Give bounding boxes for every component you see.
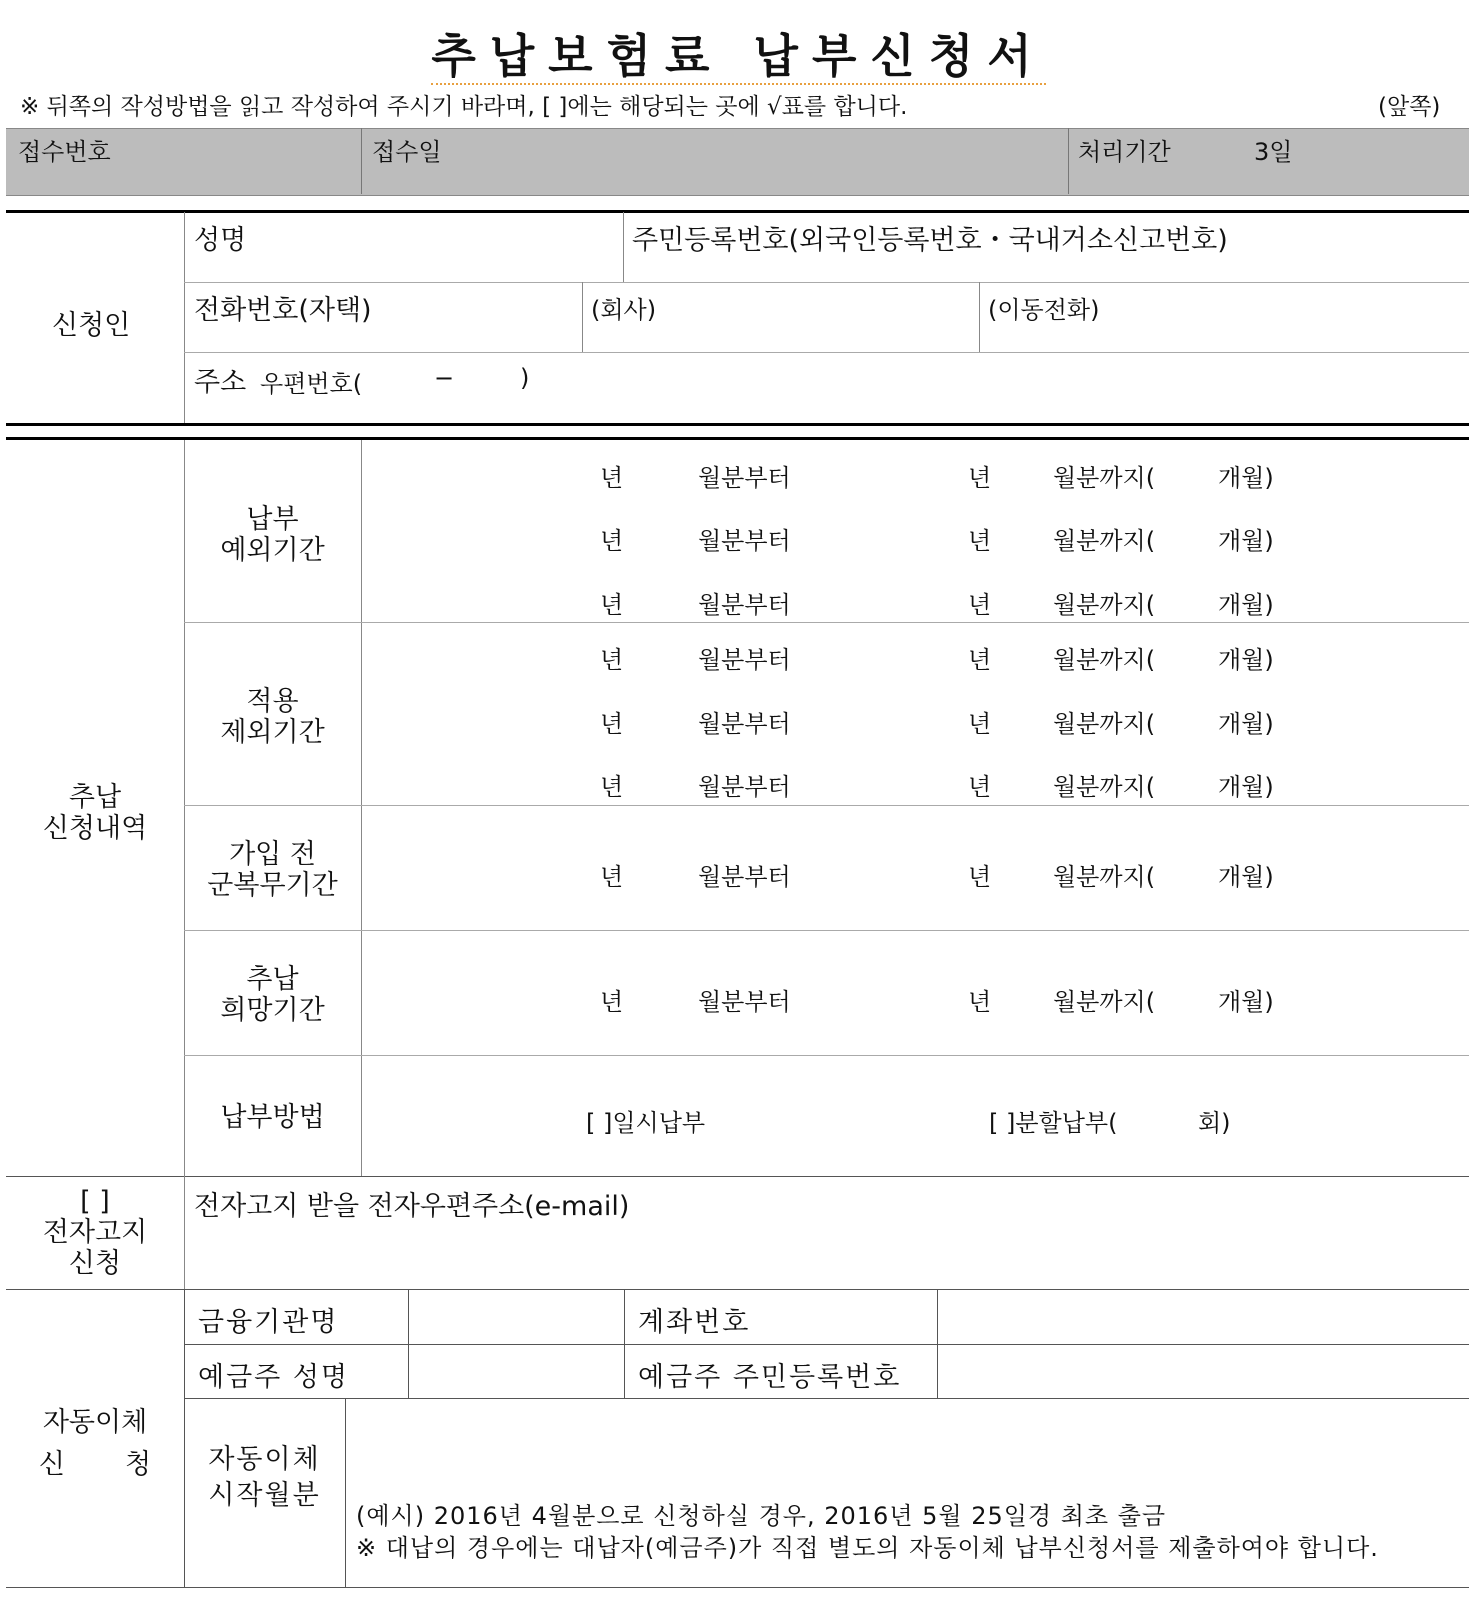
- from-year-label: 년: [600, 646, 624, 674]
- military-period-label: 가입 전 군복무기간: [207, 839, 338, 901]
- divider: [979, 282, 980, 352]
- row-line: [184, 352, 1469, 353]
- auto-transfer-section-label: 자동이체 신 청: [38, 1407, 152, 1480]
- row-line: [184, 282, 1469, 283]
- to-month-label: 월분까지(: [1053, 646, 1156, 674]
- lump-sum-checkbox[interactable]: [ ]일시납부: [586, 1109, 706, 1137]
- postcode-close: ): [520, 364, 530, 392]
- home-phone-field[interactable]: 전화번호(자택): [194, 295, 372, 326]
- months-count-label: 개월): [1218, 591, 1274, 619]
- to-year-label: 년: [968, 464, 992, 492]
- address-field[interactable]: 주소: [194, 367, 247, 398]
- name-field[interactable]: 성명: [194, 225, 247, 256]
- to-month-label: 월분까지(: [1053, 710, 1156, 738]
- divider: [184, 1289, 185, 1587]
- installment-checkbox[interactable]: [ ]분할납부(: [989, 1109, 1118, 1137]
- office-phone-field[interactable]: (회사): [591, 296, 657, 324]
- to-year-label: 년: [968, 863, 992, 891]
- months-count-label: 개월): [1218, 863, 1274, 891]
- holder-name-label: 예금주 성명: [198, 1362, 349, 1393]
- from-month-label: 월분부터: [698, 646, 791, 674]
- section-border: [6, 1289, 1469, 1290]
- months-count-label: 개월): [1218, 773, 1274, 801]
- from-month-label: 월분부터: [698, 710, 791, 738]
- to-month-label: 월분까지(: [1053, 527, 1156, 555]
- postcode-dash: −: [434, 364, 455, 392]
- row-line: [184, 1055, 1469, 1056]
- form-title: 추납보험료 납부신청서: [431, 29, 1046, 83]
- receipt-number-label: 접수번호: [18, 138, 111, 166]
- excluded-period-label: 적용 제외기간: [220, 686, 325, 748]
- months-count-label: 개월): [1218, 527, 1274, 555]
- payment-method-label: 납부방법: [220, 1102, 325, 1133]
- section-border: [6, 210, 1469, 213]
- from-year-label: 년: [600, 773, 624, 801]
- row-line: [184, 622, 1469, 623]
- divider: [582, 282, 583, 352]
- mobile-phone-field[interactable]: (이동전화): [988, 296, 1100, 324]
- electronic-notice-checkbox[interactable]: [ ]: [80, 1186, 110, 1217]
- postcode-label: 우편번호(: [260, 370, 363, 398]
- months-count-label: 개월): [1218, 988, 1274, 1016]
- row-line: [184, 1398, 1469, 1399]
- from-month-label: 월분부터: [698, 773, 791, 801]
- from-month-label: 월분부터: [698, 527, 791, 555]
- holder-id-label: 예금주 주민등록번호: [638, 1362, 902, 1393]
- instruction-note: ※ 뒤쪽의 작성방법을 읽고 작성하여 주시기 바라며, [ ]에는 해당되는 곳에 √표를 합니다.: [20, 94, 908, 120]
- row-line: [184, 1344, 1469, 1345]
- row-line: [184, 930, 1469, 931]
- to-month-label: 월분까지(: [1053, 464, 1156, 492]
- divider: [345, 1398, 346, 1587]
- to-month-label: 월분까지(: [1053, 863, 1156, 891]
- desired-period-label: 추납 희망기간: [220, 964, 325, 1026]
- to-year-label: 년: [968, 988, 992, 1016]
- page-side-label: (앞쪽): [1378, 94, 1441, 120]
- row-line: [184, 805, 1469, 806]
- from-month-label: 월분부터: [698, 591, 791, 619]
- section-border: [6, 437, 1469, 440]
- receipt-date-label: 접수일: [372, 138, 442, 166]
- electronic-notice-label: [ ] 전자고지 신청: [6, 1186, 184, 1279]
- id-number-field[interactable]: 주민등록번호(외국인등록번호・국내거소신고번호): [632, 225, 1228, 256]
- to-year-label: 년: [968, 646, 992, 674]
- example-text: (예시) 2016년 4월분으로 신청하실 경우, 2016년 5월 25일경 최초 출금: [356, 1502, 1167, 1530]
- exempt-period-label: 납부 예외기간: [220, 504, 325, 566]
- from-year-label: 년: [600, 591, 624, 619]
- email-field[interactable]: 전자고지 받을 전자우편주소(e-mail): [194, 1191, 630, 1222]
- to-month-label: 월분까지(: [1053, 591, 1156, 619]
- details-section-label: 추납 신청내역: [42, 782, 148, 844]
- divider: [1068, 128, 1069, 194]
- from-month-label: 월분부터: [698, 988, 791, 1016]
- from-year-label: 년: [600, 527, 624, 555]
- to-year-label: 년: [968, 591, 992, 619]
- from-year-label: 년: [600, 464, 624, 492]
- receipt-band: [6, 128, 1469, 196]
- section-border: [6, 1176, 1469, 1177]
- divider: [361, 440, 362, 1176]
- to-year-label: 년: [968, 710, 992, 738]
- from-year-label: 년: [600, 710, 624, 738]
- processing-period-value: 3일: [1254, 138, 1293, 166]
- to-month-label: 월분까지(: [1053, 773, 1156, 801]
- start-month-label: 자동이체 시작월분: [208, 1444, 321, 1511]
- processing-period-label: 처리기간: [1078, 138, 1171, 166]
- to-year-label: 년: [968, 773, 992, 801]
- account-number-label: 계좌번호: [638, 1307, 751, 1338]
- notice-text: ※ 대납의 경우에는 대납자(예금주)가 직접 별도의 자동이체 납부신청서를 제출하여야 합니다.: [356, 1534, 1379, 1562]
- months-count-label: 개월): [1218, 464, 1274, 492]
- applicant-section-label: 신청인: [52, 310, 131, 341]
- bank-name-label: 금융기관명: [198, 1307, 339, 1338]
- months-count-label: 개월): [1218, 646, 1274, 674]
- installment-times-label: 회): [1198, 1109, 1231, 1137]
- from-month-label: 월분부터: [698, 863, 791, 891]
- from-year-label: 년: [600, 863, 624, 891]
- section-border: [6, 1587, 1469, 1588]
- to-month-label: 월분까지(: [1053, 988, 1156, 1016]
- divider: [361, 128, 362, 194]
- divider: [184, 1176, 185, 1289]
- divider: [623, 212, 624, 282]
- to-year-label: 년: [968, 527, 992, 555]
- divider: [184, 212, 185, 424]
- section-border: [6, 423, 1469, 426]
- from-year-label: 년: [600, 988, 624, 1016]
- from-month-label: 월분부터: [698, 464, 791, 492]
- months-count-label: 개월): [1218, 710, 1274, 738]
